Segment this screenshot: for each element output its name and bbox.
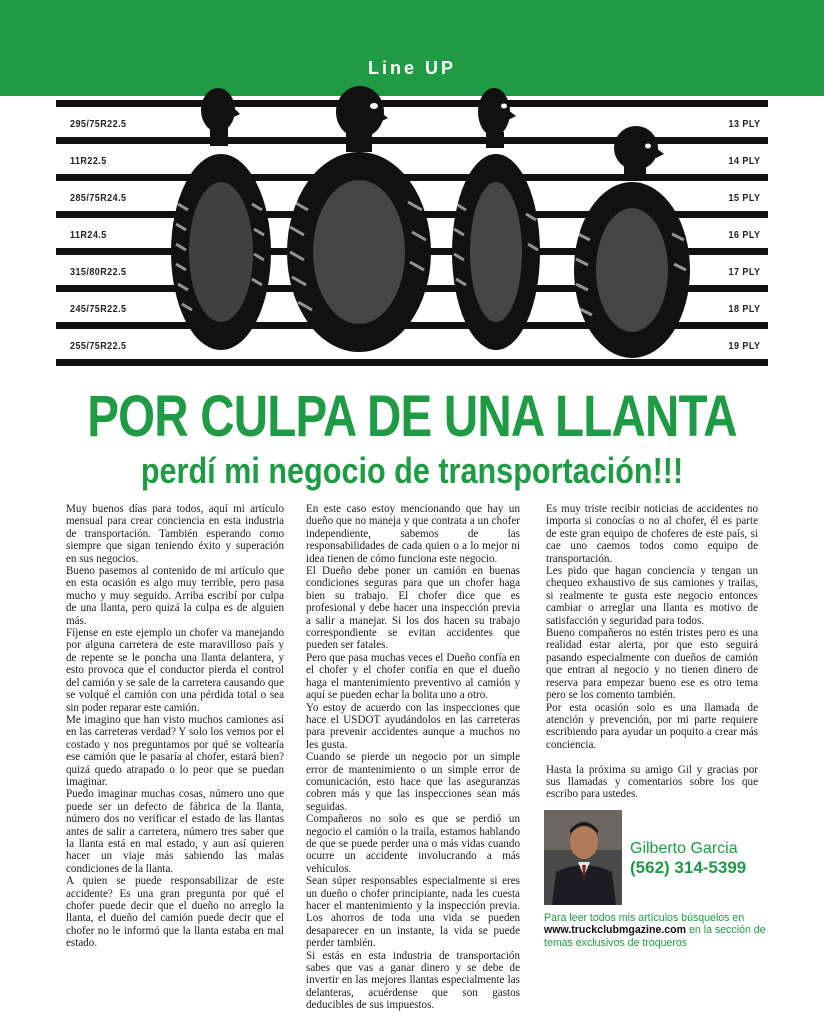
paragraph: Fíjense en este ejemplo un chofer va manejando por alguna carretera de este maravilloso país y de repente se le poncha una llanta delantera, y esto provoca que el conductor pierda el control del camión y se sale de la carretera causando que se volqué el camión con una pérdida total o sea sin poder reparar este camión.: [66, 627, 284, 714]
paragraph: Bueno compañeros no estén tristes pero es una realidad estar alerta, por que esto seguirá pasando especialmente con dueños de camión que entran al negocio y no tienen dinero de reserva para empezar bueno ese es otro tema pero se los comento también.: [546, 627, 758, 702]
tire-size-label: 315/80R22.5: [70, 267, 127, 278]
tire-size-label: 245/75R22.5: [70, 304, 127, 315]
ply-label: 16 PLY: [728, 230, 760, 241]
paragraph: Yo estoy de acuerdo con las inspecciones que hace el USDOT ayudándolos en las carreteras para prevenir accidentes aunque a muchos no les gusta.: [306, 701, 520, 751]
tire-suspect-2: [284, 82, 434, 356]
ply-label: 19 PLY: [728, 341, 760, 352]
promo-line1: Para leer todos mis artículos búsquelos en: [544, 912, 745, 924]
paragraph: Compañeros no solo es que se perdió un negocio el camión o la traila, estamos hablando de que se puede perder una o más vidas cuando ocurre un accidente involucrando a más vehículos.: [306, 813, 520, 875]
article-column-1: [66, 503, 284, 950]
paragraph: Muy buenos días para todos, aquí mi artículo mensual para crear conciencia en esta industria de transportación. También esperando como siempre que sigan teniendo éxito y superación en sus negocios.: [66, 503, 284, 565]
headline: POR CULPA DE UNA LLANTA: [87, 384, 737, 449]
tire-size-label: 11R24.5: [70, 230, 107, 241]
paragraph: Si estás en esta industria de transportación sabes que vas a ganar dinero y se debe de invertir en las mejores llantas especialmente las delanteras, acuérdense que son gastos deducibles de sus impuestos.: [306, 949, 520, 1012]
ply-label: 17 PLY: [728, 267, 760, 278]
tire-suspect-3: [448, 84, 544, 354]
paragraph: Puedo imaginar muchas cosas, número uno que puede ser un defecto de fábrica de la llanta, número dos no verificar el estado de las llantas antes de salir a carretera, número tres saber que la llanta está en mal estado, y aun así quieren hacer un viaje más sabiendo las malas condiciones de la llanta.: [66, 788, 284, 875]
paragraph: A quien se puede responsabilizar de este accidente? Es una gran pregunta por qué el chofer puede decir que el dueño no arreglo la llanta, el dueño del camión puede decir que el chofer no le informó que la llanta estaba en mal estado.: [66, 875, 284, 950]
tire-suspect-4: [570, 124, 694, 362]
article-column-3: [546, 503, 758, 801]
paragraph: Por esta ocasión solo es una llamada de atención y prevención, por mi parte requiere escribiendo para ayudar un poquito a crear más conciencia.: [546, 701, 758, 751]
ply-label: 13 PLY: [728, 119, 760, 130]
paragraph: En este caso estoy mencionando que hay un dueño que no maneja y que contrata a un chofer independiente, sabemos de las responsabilidades de cada quien o a lo mejor ni idea tienen de cómo funciona este negocio.: [306, 503, 520, 565]
paragraph: Les pido que hagan conciencia y tengan un chequeo exhaustivo de sus camiones y trailas, si realmente te gusta este negocio entonces cambiar o arreglar una llanta es motivo de satisfacción y seguridad para todos.: [546, 565, 758, 627]
tire-size-label: 285/75R24.5: [70, 193, 127, 204]
author-phone: (562) 314-5399: [630, 858, 747, 877]
paragraph: Hasta la próxima su amigo Gil y gracias por sus llamadas y comentarios sobre los que escribo para ustedes.: [546, 763, 758, 801]
author-name: Gilberto Garcia: [630, 840, 738, 857]
ply-label: 14 PLY: [728, 156, 760, 167]
paragraph: El Dueño debe poner un camión en buenas condiciones seguras para que un chofer haga bien su trabajo. El chofer dice que es profesional y debe hacer una inspección previa a salir a manejar. Si los dos hacen su trabajo correspondiente se evitan accidentes que pueden ser fatales.: [306, 565, 520, 652]
ply-label: 18 PLY: [728, 304, 760, 315]
website-link[interactable]: www.truckclubmgazine.com: [544, 924, 687, 937]
author-photo: [544, 810, 622, 905]
banner-title: Line UP: [367, 58, 456, 78]
subheadline: perdí mi negocio de transportación!!!: [140, 450, 684, 491]
promo-text: [544, 912, 768, 949]
paragraph: Es muy triste recibir noticias de accidentes no importa si conocías o no al chofer, él es parte de este gran equipo de choferes de este país, si cae uno caemos todos como equipo de transportación.: [546, 503, 758, 565]
promo-line2: en la sección de temas exclusivos de troqueros: [544, 924, 766, 949]
article-column-2: [306, 503, 520, 1012]
paragraph: Me imagino que han visto muchos camiones así en las carreteras verdad? Y solo los vemos por el costado y nos preguntamos por qué se voltearía ese camión que le pasaría al chofer, estará bien? quizá quedo atrapado o lo peor que se puedan imaginar.: [66, 713, 284, 788]
tire-suspect-1: [166, 84, 276, 352]
paragraph-spacer: [546, 751, 758, 763]
tire-size-label: 255/75R22.5: [70, 341, 127, 352]
tire-size-label: 11R22.5: [70, 156, 107, 167]
tire-size-label: 295/75R22.5: [70, 119, 127, 130]
paragraph: Sean súper responsables especialmente si eres un dueño o chofer principiante, nada les cuesta hacer el mantenimiento y la inspección previa. Los ahorros de toda una vida se pueden desaparecer en un instante, la vida se puede perder también.: [306, 875, 520, 950]
paragraph: Pero que pasa muchas veces el Dueño confía en el chofer y el chofer confía en que el dueño haga el mantenimiento preventivo al camión y aquí se pueden echar la bolita uno a otro.: [306, 651, 520, 702]
paragraph: Cuando se pierde un negocio por un simple error de mantenimiento o un simple error de comunicación, esto hace que las aseguranzas cobren más y que las inspecciones sean más seguidas.: [306, 751, 520, 813]
paragraph: Bueno pasemos al contenido de mi artículo que en esta ocasión es algo muy terrible, pero pasa mucho y muy seguido. Arriba escribí por culpa de una llanta, pero quizá la culpa es de alguien más.: [66, 565, 284, 627]
ply-label: 15 PLY: [728, 193, 760, 204]
lineup-graphic: [56, 96, 768, 364]
